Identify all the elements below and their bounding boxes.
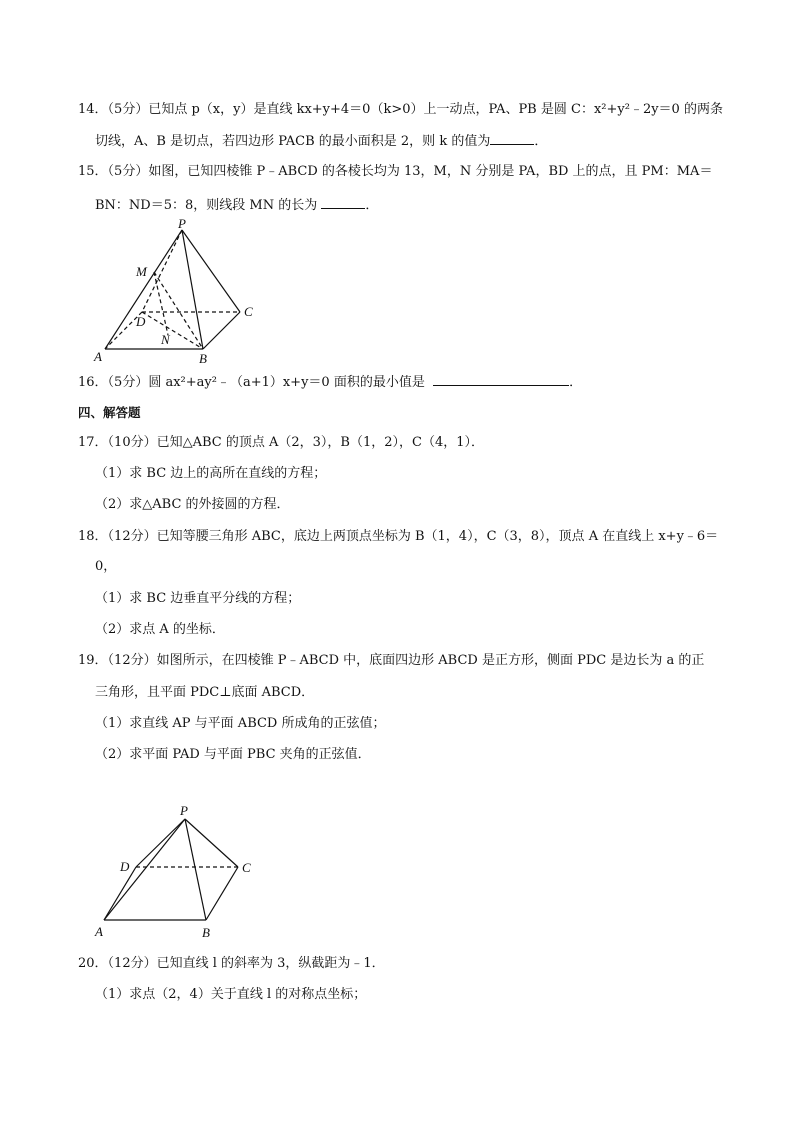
edge-BC bbox=[206, 867, 238, 920]
edge-PD bbox=[142, 230, 182, 312]
edge-PA bbox=[104, 819, 185, 920]
section-heading: 四、解答题 bbox=[78, 405, 141, 420]
label-M: M bbox=[136, 264, 147, 279]
label-B: B bbox=[202, 925, 210, 940]
q14-answer-blank bbox=[490, 131, 534, 145]
label-P: P bbox=[178, 216, 186, 231]
q18-stem-2: 0， bbox=[95, 559, 117, 574]
q15-pyramid-figure bbox=[90, 218, 270, 368]
edge-DA bbox=[104, 867, 136, 920]
q15-line-1: 15．（5分）如图，已知四棱锥 P﹣ABCD 的各棱长均为 13，M，N 分别是 PA，BD 上的点，且 PM：MA＝ bbox=[78, 164, 713, 179]
q19-stem-1: 19．（12分）如图所示，在四棱锥 P﹣ABCD 中，底面四边形 ABCD 是正方形，侧面 PDC 是边长为 a 的正 bbox=[78, 653, 705, 668]
edge-PD bbox=[136, 819, 185, 867]
q15-line-2 bbox=[95, 195, 378, 215]
q17-stem: 17．（10分）已知△ABC 的顶点 A（2，3），B（1，2），C（4，1）． bbox=[78, 435, 484, 450]
q17-part-1: （1）求 BC 边上的高所在直线的方程； bbox=[95, 466, 327, 481]
edge-PA bbox=[105, 230, 182, 349]
q15-line-2-end: ． bbox=[365, 198, 379, 213]
q14-line-2-text: 切线，A、B 是切点，若四边形 PACB 的最小面积是 2，则 k 的值为 bbox=[95, 134, 491, 149]
q19-part-1: （1）求直线 AP 与平面 ABCD 所成角的正弦值； bbox=[95, 716, 386, 731]
label-D: D bbox=[136, 314, 146, 329]
q16-end: ． bbox=[569, 375, 583, 390]
edge-PC bbox=[182, 230, 240, 312]
label-B: B bbox=[199, 351, 207, 366]
q20-part-1: （1）求点（2，4）关于直线 l 的对称点坐标； bbox=[95, 987, 367, 1002]
q16-line bbox=[78, 372, 582, 392]
edge-PB bbox=[185, 819, 206, 920]
q16-answer-blank bbox=[433, 372, 569, 386]
label-D: D bbox=[120, 859, 130, 874]
q18-part-2: （2）求点 A 的坐标． bbox=[95, 622, 225, 637]
edge-DB bbox=[142, 312, 203, 349]
segment-MN bbox=[154, 272, 168, 335]
label-A: A bbox=[95, 924, 103, 939]
q19-pyramid-figure bbox=[90, 805, 270, 945]
q14-line-2-end: ． bbox=[534, 134, 548, 149]
q15-line-2-text: BN：ND＝5：8，则线段 MN 的长为 bbox=[95, 198, 318, 213]
q15-answer-blank bbox=[321, 195, 365, 209]
label-N: N bbox=[161, 332, 170, 347]
q18-stem-1: 18．（12分）已知等腰三角形 ABC，底边上两顶点坐标为 B（1，4），C（3，8），顶点 A 在直线上 x+y﹣6＝ bbox=[78, 529, 719, 544]
q16-text: 16．（5分）圆 ax²+ay²﹣（a+1）x+y＝0 面积的最小值是 bbox=[78, 375, 425, 390]
edge-PB bbox=[182, 230, 203, 349]
label-C: C bbox=[242, 860, 251, 875]
label-C: C bbox=[244, 304, 253, 319]
q14-line-1: 14．（5分）已知点 p（x，y）是直线 kx+y+4＝0（k>0）上一动点，PA、PB 是圆 C：x²+y²﹣2y＝0 的两条 bbox=[78, 102, 723, 117]
q17-part-2: （2）求△ABC 的外接圆的方程． bbox=[95, 497, 290, 512]
label-P: P bbox=[180, 803, 188, 818]
q18-part-1: （1）求 BC 边垂直平分线的方程； bbox=[95, 591, 301, 606]
label-A: A bbox=[94, 349, 102, 364]
q19-part-2: （2）求平面 PAD 与平面 PBC 夹角的正弦值． bbox=[95, 747, 371, 762]
q20-stem: 20．（12分）已知直线 l 的斜率为 3，纵截距为﹣1． bbox=[78, 956, 385, 971]
q19-stem-2: 三角形，且平面 PDC⊥底面 ABCD． bbox=[95, 685, 315, 700]
edge-BC bbox=[203, 312, 240, 349]
q14-line-2 bbox=[95, 131, 547, 151]
